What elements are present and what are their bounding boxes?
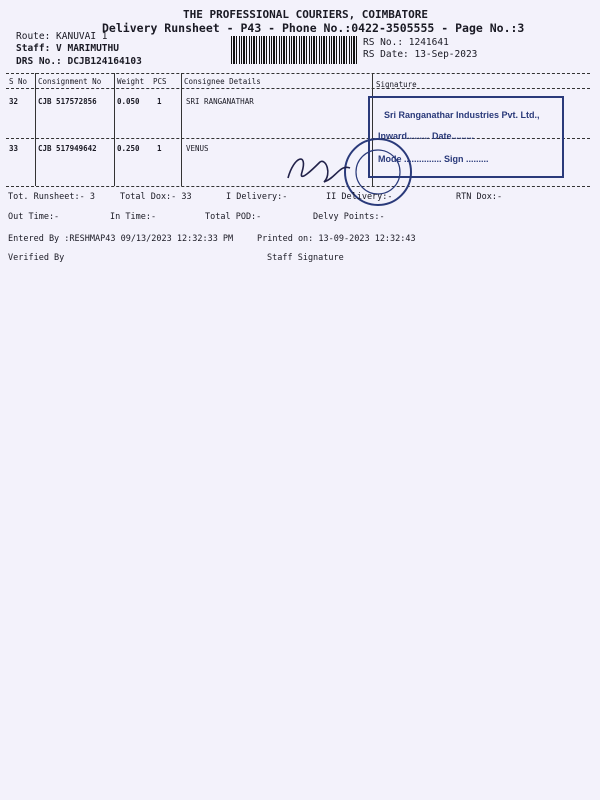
- total-dox: Total Dox:- 33: [120, 192, 192, 202]
- col-header-signature: Signature: [376, 80, 417, 89]
- row-consignment: CJB 517572856: [38, 97, 97, 106]
- company-title: THE PROFESSIONAL COURIERS, COIMBATORE: [183, 8, 429, 21]
- rs-number: RS No.: 1241641: [363, 37, 449, 48]
- row-consignee: SRI RANGANATHAR: [186, 97, 254, 106]
- rs-date: RS Date: 13-Sep-2023: [363, 49, 478, 60]
- staff-signature: Staff Signature: [267, 253, 344, 263]
- total-runsheet: Tot. Runsheet:- 3: [8, 192, 95, 202]
- col-header-consignee: Consignee Details: [184, 77, 261, 86]
- col-header-consignment: Consignment No: [38, 77, 102, 86]
- stamp-mode-line: Mode ............... Sign .........: [378, 154, 489, 164]
- row-weight: 0.250: [117, 144, 140, 153]
- row-pcs: 1: [157, 144, 162, 153]
- row-weight: 0.050: [117, 97, 140, 106]
- delvy-points: Delvy Points:-: [313, 212, 385, 222]
- col-divider: [35, 73, 36, 186]
- signature-scribble-icon: [288, 159, 350, 182]
- verified-by: Verified By: [8, 253, 65, 263]
- col-header-weight: Weight: [117, 77, 145, 86]
- header-rule: [6, 88, 590, 89]
- col-divider: [181, 73, 182, 186]
- col-header-pcs: PCS: [153, 77, 167, 86]
- out-time: Out Time:-: [8, 212, 60, 222]
- total-pod: Total POD:-: [205, 212, 262, 222]
- table-top-rule: [6, 73, 590, 74]
- entered-by: Entered By :RESHMAP43 09/13/2023 12:32:33 PM: [8, 234, 234, 244]
- printed-on: Printed on: 13-09-2023 12:32:43: [257, 234, 416, 244]
- row-sno: 32: [9, 97, 19, 106]
- row-sno: 33: [9, 144, 19, 153]
- route-label: Route: KANUVAI 1: [16, 31, 108, 42]
- rtn-dox: RTN Dox:-: [456, 192, 503, 202]
- col-divider: [114, 73, 115, 186]
- in-time: In Time:-: [110, 212, 157, 222]
- col-header-sno: S No: [9, 77, 28, 86]
- runsheet-subtitle: Delivery Runsheet - P43 - Phone No.:0422-3505555 - Page No.:3: [102, 21, 525, 35]
- barcode-icon: [231, 36, 357, 64]
- ii-delivery: II Delivery:-: [326, 192, 393, 202]
- stamp-company-name: Sri Ranganathar Industries Pvt. Ltd.,: [384, 110, 540, 120]
- staff-label: Staff: V MARIMUTHU: [16, 43, 119, 54]
- row-consignee: VENUS: [186, 144, 209, 153]
- stamp-inward-line: Inward......... Date.........: [378, 131, 475, 141]
- row-consignment: CJB 517949642: [38, 144, 97, 153]
- i-delivery: I Delivery:-: [226, 192, 288, 202]
- drs-number: DRS No.: DCJB124164103: [16, 56, 142, 67]
- row-pcs: 1: [157, 97, 162, 106]
